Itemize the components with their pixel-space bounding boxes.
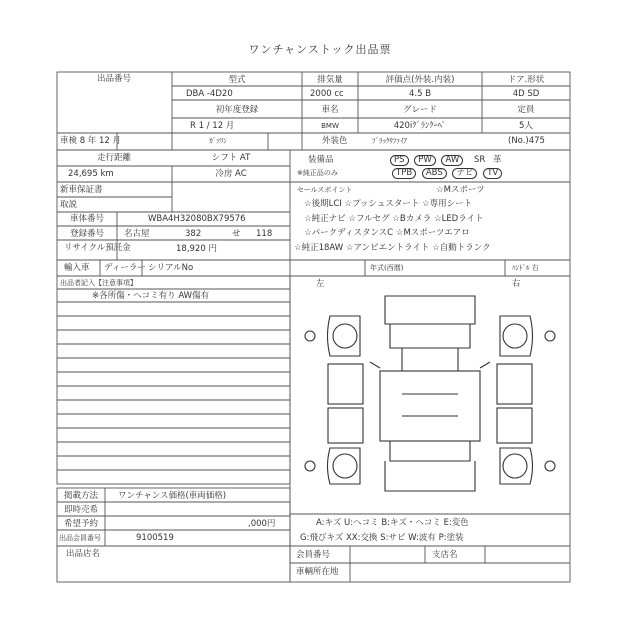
- equip-tv[interactable]: TV: [483, 168, 502, 179]
- legend-row-1: A:キズ U:ヘコミ B:キズ・ヘコミ E:変色: [316, 518, 469, 528]
- notes-line-1[interactable]: ※各所傷・ヘコミ有り AW傷有: [92, 291, 210, 301]
- diagram-right-label: 右: [512, 279, 521, 289]
- door-label: ドア.形状: [507, 75, 545, 85]
- plate-region[interactable]: 名古屋: [124, 229, 150, 239]
- equipment-label: 装備品: [308, 155, 334, 165]
- equip-navi[interactable]: ナビ: [452, 168, 477, 179]
- recycle-label: リサイクル預託金: [64, 243, 131, 253]
- equip-abs[interactable]: ABS: [422, 168, 447, 179]
- equip-leather[interactable]: 革: [492, 155, 502, 165]
- car-name-label: 車名: [321, 105, 339, 115]
- mileage-value[interactable]: 24,695 km: [68, 169, 114, 179]
- plate-kana[interactable]: せ: [232, 229, 241, 239]
- legend-row-2: G:飛びキズ XX:交換 S:サビ W:波有 P:塗装: [300, 533, 464, 543]
- equip-sr[interactable]: SR: [473, 155, 486, 165]
- import-label: 輸入車: [64, 263, 90, 273]
- displacement-label: 排気量: [317, 75, 343, 85]
- shop-label: 出品店名: [66, 549, 101, 559]
- sales-point-5[interactable]: ☆純正18AW ☆アンビエントライト ☆自動トランク: [294, 243, 491, 253]
- sales-point-2[interactable]: ☆後期LCI ☆プッシュスタート ☆専用シート: [304, 199, 473, 209]
- plate-number[interactable]: 118: [256, 229, 273, 239]
- member-no-label: 会員番号: [296, 550, 331, 560]
- plate-label: 登録番号: [69, 229, 105, 239]
- fuel-value[interactable]: ｶﾞｿﾘﾝ: [209, 137, 227, 145]
- member-code-label: 出品会員番号: [59, 534, 101, 542]
- equipment-row-1: [390, 155, 501, 166]
- year-label: 年式(西暦): [370, 264, 404, 272]
- shift-label: シフト AT: [211, 153, 251, 163]
- capacity-value[interactable]: 5人: [519, 121, 533, 131]
- capacity-label: 定員: [517, 105, 535, 115]
- vin-value[interactable]: WBA4H32080BX79576: [148, 214, 246, 224]
- steering-value[interactable]: ﾊﾝﾄﾞﾙ 右: [512, 264, 539, 272]
- manual-label: 取説: [60, 200, 78, 210]
- reserve-value[interactable]: ,000円: [248, 519, 276, 529]
- color-value[interactable]: ﾌﾞﾗｯｸｻﾌｧｲｱ: [372, 137, 407, 145]
- first-reg-value[interactable]: R 1 / 12 月: [190, 121, 235, 131]
- warranty-label: 新車保証書: [60, 185, 103, 195]
- sales-point-1[interactable]: ☆Mスポーツ: [436, 185, 485, 195]
- start-label: 即時売希: [63, 505, 99, 515]
- grade-value[interactable]: 420iｸﾞﾗﾝｸｰﾍﾟ: [393, 121, 447, 131]
- member-code-value[interactable]: 9100519: [136, 533, 174, 543]
- sales-point-4[interactable]: ☆パークディスタンスC ☆Mスポーツエアロ: [304, 228, 470, 238]
- sales-points-label: セールスポイント: [297, 186, 353, 194]
- first-reg-label: 初年度登録: [215, 105, 259, 115]
- form-title: ワンチャンストック出品票: [248, 43, 392, 56]
- car-damage-diagram[interactable]: [290, 276, 570, 514]
- door-value[interactable]: 4D SD: [512, 89, 540, 99]
- color-number[interactable]: (No.)475: [508, 136, 545, 146]
- inspection-value[interactable]: 車検 8 年 12 月: [60, 136, 122, 146]
- equipment-row-2: [392, 168, 505, 179]
- diagram-left-label: 左: [316, 279, 325, 289]
- model-label: 型式: [228, 75, 246, 85]
- rating-value[interactable]: 4.5 B: [408, 89, 432, 99]
- grade-label: グレード: [402, 105, 438, 115]
- ac-label: 冷房 AC: [215, 169, 247, 179]
- color-label: 外装色: [322, 136, 348, 146]
- model-value[interactable]: DBA -4D20: [186, 89, 233, 99]
- lot-label: 出品番号: [96, 74, 132, 84]
- displacement-value[interactable]: 2000 cc: [310, 89, 344, 99]
- branch-label: 支店名: [432, 550, 458, 560]
- rating-label: 評価点(外装.内装): [385, 75, 455, 85]
- equip-pw[interactable]: PW: [414, 155, 436, 166]
- recycle-value[interactable]: 18,920 円: [176, 244, 217, 254]
- equip-tpb[interactable]: TPB: [392, 168, 416, 179]
- method-value[interactable]: ワンチャンス価格(車両価格): [118, 491, 227, 501]
- import-dealer[interactable]: ディーラー: [104, 263, 146, 273]
- reserve-label: 希望予約: [63, 519, 99, 529]
- location-label: 車輌所在地: [296, 567, 339, 577]
- sales-point-3[interactable]: ☆純正ナビ ☆フルセグ ☆Bカメラ ☆LEDライト: [304, 214, 484, 224]
- vin-label: 車体番号: [69, 214, 105, 224]
- equipment-note: ※純正品のみ: [297, 169, 338, 177]
- method-label: 掲載方法: [63, 491, 99, 501]
- notes-label: 出品者記入【注意事項】: [60, 279, 137, 287]
- equip-ps[interactable]: PS: [390, 155, 409, 166]
- mileage-label: 走行距離: [96, 153, 132, 163]
- car-name-value[interactable]: BMW: [321, 122, 339, 130]
- plate-class[interactable]: 382: [185, 229, 202, 239]
- equip-aw[interactable]: AW: [441, 155, 463, 166]
- import-serial: シリアルNo: [148, 263, 194, 273]
